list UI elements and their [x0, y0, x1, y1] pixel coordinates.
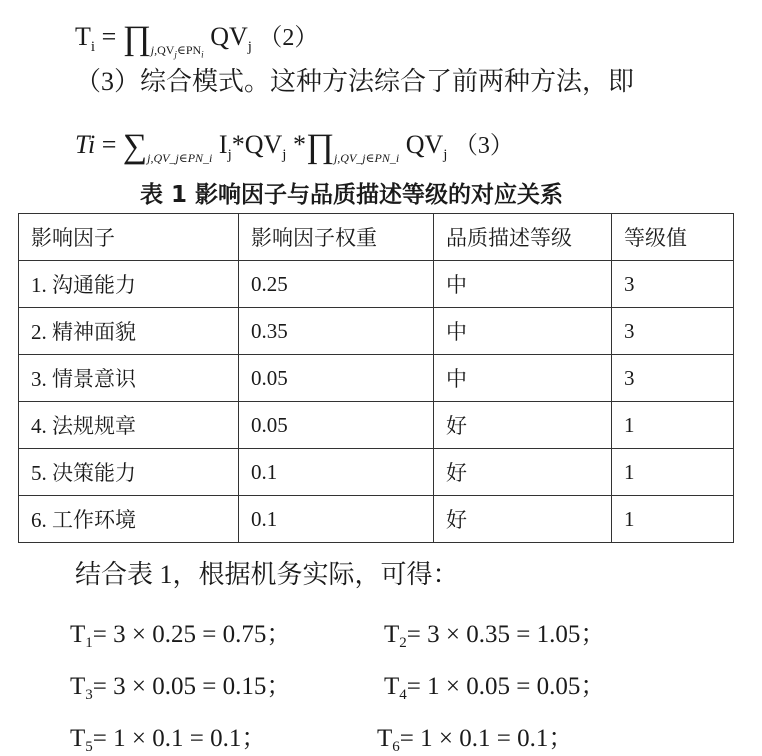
header-quality-level: 品质描述等级 — [434, 214, 612, 261]
table-caption: 表 1 影响因子与品质描述等级的对应关系 — [140, 182, 564, 208]
formula-2-term: QV — [210, 22, 248, 51]
calc-t2-sub: 2 — [399, 635, 407, 651]
calc-t3-sub: 3 — [85, 687, 93, 703]
cell-quality-level: 好 — [434, 449, 612, 496]
calc-t6-sub: 6 — [392, 739, 400, 755]
cell-factor: 2. 精神面貌 — [19, 308, 239, 355]
cell-quality-level: 中 — [434, 308, 612, 355]
formula-3-factor-qv-subscript: j — [282, 147, 287, 163]
formula-3-sum-limit: j,QV_j∈PN_i — [147, 151, 213, 165]
cell-level-value: 3 — [612, 261, 734, 308]
table-row — [19, 355, 734, 402]
cell-factor: 6. 工作环境 — [19, 496, 239, 543]
sum-operator: ∑ — [122, 128, 148, 165]
formula-2-limit-var: j, — [150, 43, 158, 57]
formula-3 — [75, 130, 514, 173]
calc-t4 — [384, 666, 605, 704]
calc-t5 — [70, 718, 266, 756]
calc-t1-sub: 1 — [85, 635, 93, 651]
product-operator: ∏ — [305, 128, 334, 165]
formula-2-equals: = — [101, 22, 117, 51]
cell-weight: 0.1 — [239, 496, 434, 543]
cell-weight: 0.35 — [239, 308, 434, 355]
cell-factor: 4. 法规规章 — [19, 402, 239, 449]
formula-3-number: （3） — [453, 133, 514, 159]
cell-quality-level: 中 — [434, 261, 612, 308]
formula-3-factor-qv-2-subscript: j — [443, 147, 448, 163]
formula-2-number: （2） — [258, 25, 319, 51]
calc-t2-var: T — [384, 621, 400, 648]
calc-t2 — [384, 614, 605, 652]
table-row — [19, 449, 734, 496]
calc-t3 — [70, 666, 291, 704]
formula-3-star-2: * — [292, 130, 306, 159]
cell-weight: 0.25 — [239, 261, 434, 308]
header-weight: 影响因子权重 — [239, 214, 434, 261]
cell-weight: 0.1 — [239, 449, 434, 496]
calc-t5-expr: = 1 × 0.1 = 0.1； — [92, 725, 267, 752]
calc-t3-var: T — [70, 673, 86, 700]
conclusion-text: 结合表 1，根据机务实际，可得： — [75, 560, 459, 589]
cell-quality-level: 好 — [434, 496, 612, 543]
formula-2-term-subscript: j — [247, 39, 252, 55]
formula-3-factor-qv: QV — [244, 130, 283, 159]
formula-2-limit-i: i — [201, 49, 204, 60]
formula-3-factor-qv-2: QV — [405, 130, 444, 159]
calc-t5-var: T — [70, 725, 86, 752]
cell-level-value: 1 — [612, 449, 734, 496]
calc-t2-expr: = 3 × 0.35 = 1.05； — [406, 621, 606, 648]
cell-quality-level: 好 — [434, 402, 612, 449]
calc-t6-var: T — [377, 725, 393, 752]
influence-factor-table — [18, 213, 734, 543]
calc-t6-expr: = 1 × 0.1 = 0.1； — [399, 725, 574, 752]
cell-weight: 0.05 — [239, 402, 434, 449]
cell-level-value: 1 — [612, 402, 734, 449]
table-row — [19, 261, 734, 308]
cell-weight: 0.05 — [239, 355, 434, 402]
formula-2-limit-j: j — [174, 49, 177, 60]
paragraph-mode-3: （3）综合模式。这种方法综合了前两种方法，即 — [75, 67, 635, 96]
formula-2-lhs: T — [75, 22, 91, 51]
formula-3-factor-i: I — [218, 130, 228, 159]
cell-level-value: 1 — [612, 496, 734, 543]
formula-2-lhs-subscript: i — [90, 39, 96, 55]
header-level-value: 等级值 — [612, 214, 734, 261]
header-factor: 影响因子 — [19, 214, 239, 261]
calc-t3-expr: = 3 × 0.05 = 0.15； — [92, 673, 292, 700]
calc-t5-sub: 5 — [85, 739, 93, 755]
cell-level-value: 3 — [612, 308, 734, 355]
formula-3-star-1: * — [231, 130, 245, 159]
formula-3-prod-limit: j,QV_j∈PN_i — [333, 151, 400, 165]
product-operator: ∏ — [122, 20, 151, 57]
formula-2-limit-set: QV — [157, 43, 175, 57]
calc-t4-var: T — [384, 673, 400, 700]
table-row — [19, 308, 734, 355]
cell-quality-level: 中 — [434, 355, 612, 402]
calc-t1 — [70, 614, 291, 652]
cell-factor: 3. 情景意识 — [19, 355, 239, 402]
formula-2-limit-in: ∈PN — [176, 43, 202, 57]
formula-3-factor-i-subscript: j — [227, 147, 232, 163]
formula-2 — [75, 22, 318, 69]
cell-factor: 5. 决策能力 — [19, 449, 239, 496]
calc-t1-expr: = 3 × 0.25 = 0.75； — [92, 621, 292, 648]
calc-t4-expr: = 1 × 0.05 = 0.05； — [406, 673, 606, 700]
table-row — [19, 496, 734, 543]
cell-factor: 1. 沟通能力 — [19, 261, 239, 308]
formula-3-lhs: Ti — [75, 130, 96, 159]
table-header-row — [19, 214, 734, 261]
calc-t1-var: T — [70, 621, 86, 648]
cell-level-value: 3 — [612, 355, 734, 402]
formula-3-equals: = — [101, 130, 117, 159]
formula-2-limit — [150, 43, 204, 60]
table-row — [19, 402, 734, 449]
calc-t4-sub: 4 — [399, 687, 407, 703]
calc-t6 — [377, 718, 573, 756]
